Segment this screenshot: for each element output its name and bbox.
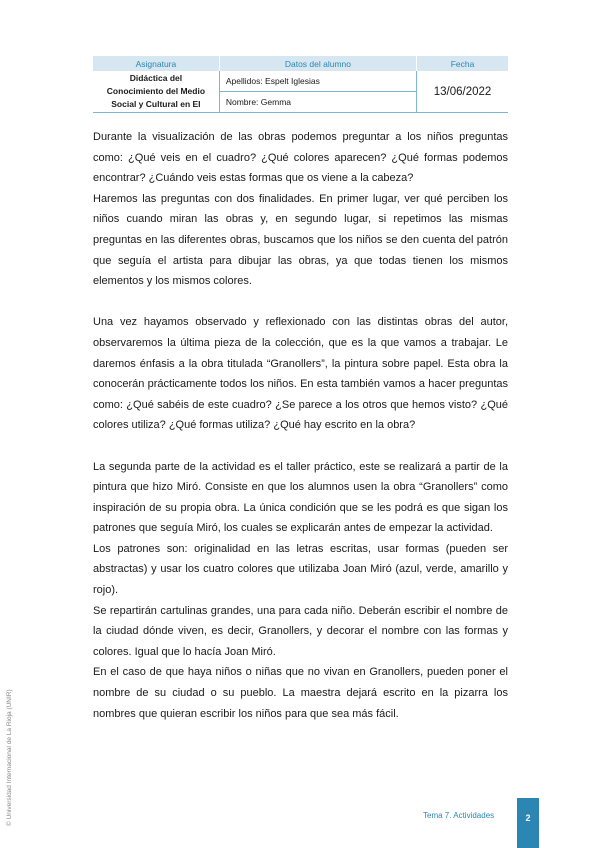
name-cell: Nombre: Gemma [219,92,416,113]
paragraph: Durante la visualización de las obras podemos preguntar a los niños preguntas como: ¿Qué veis en el cuadro? ¿Qué colores aparecen? ¿Qué formas podemos encontrar? ¿Cuándo veis estas formas que os viene a la cabeza? [93,131,508,185]
page-number: 2 [517,798,539,848]
subject-line: Conocimiento del Medio [106,86,206,96]
header-subject-label: Asignatura [93,56,219,71]
footer-section: Tema 7. Actividades [423,811,495,820]
paragraph: Una vez hayamos observado y reflexionado con las distintas obras del autor, observaremos la última pieza de la colección, que es la que vamos a trabajar. Le daremos énfasis a la obra titulada “Granollers”, la pintura sobre papel. Esta obra la conocerán prácticamente todos los niños. En esta también vamos a hacer preguntas como: ¿Qué sabéis de este cuadro? ¿Se parece a los otros que hemos visto? ¿Qué colores utiliza? ¿Qué formas utiliza? ¿Qué hay escrito en la obra? [93,316,508,432]
copyright-note: © Universidad Internacional de La Rioja (UNIR) [6,689,13,826]
subject-line: Social y Cultural en EI [111,99,201,109]
header-date-label: Fecha [417,56,508,71]
date-cell: 13/06/2022 [417,71,508,113]
header-table [93,56,508,113]
paragraph: Haremos las preguntas con dos finalidades. En primer lugar, ver qué perciben los niños cuando miran las obras y, en segundo lugar, si repetimos las mismas preguntas en las diferentes obras, buscamos que los niños se den cuenta del patrón que seguía el artista para dibujar las obras, ya que todas tienen los mismos elementos y los mismos colores. [93,192,508,288]
header-student-label: Datos del alumno [219,56,416,71]
paragraph: Se repartirán cartulinas grandes, una para cada niño. Deberán escribir el nombre de la ciudad dónde viven, es decir, Granollers, y decorar el nombre con las formas y colores. Igual que lo hacía Joan Miró. [93,604,508,658]
paragraph: En el caso de que haya niños o niñas que no vivan en Granollers, pueden poner el nombre de su ciudad o su pueblo. La maestra dejará escrito en la pizarra los nombres que quieran escribir los niños para que sea más fácil. [93,666,508,720]
paragraph: La segunda parte de la actividad es el taller práctico, este se realizará a partir de la pintura que hizo Miró. Consiste en que los alumnos usen la obra “Granollers” como inspiración de su propia obra. La única condición que se les podrá es que sigan los patrones que seguía Miró, los cuales se explicarán antes de empezar la actividad. [93,460,508,535]
paragraph: Los patrones son: originalidad en las letras escritas, usar formas (pueden ser abstractas) y usar los cuatro colores que utilizaba Joan Miró (azul, verde, amarillo y rojo). [93,542,508,597]
document-body [93,127,508,724]
subject-cell [93,71,219,113]
subject-line: Didáctica del [129,73,183,83]
surnames-cell: Apellidos: Espelt Iglesias [219,71,416,92]
